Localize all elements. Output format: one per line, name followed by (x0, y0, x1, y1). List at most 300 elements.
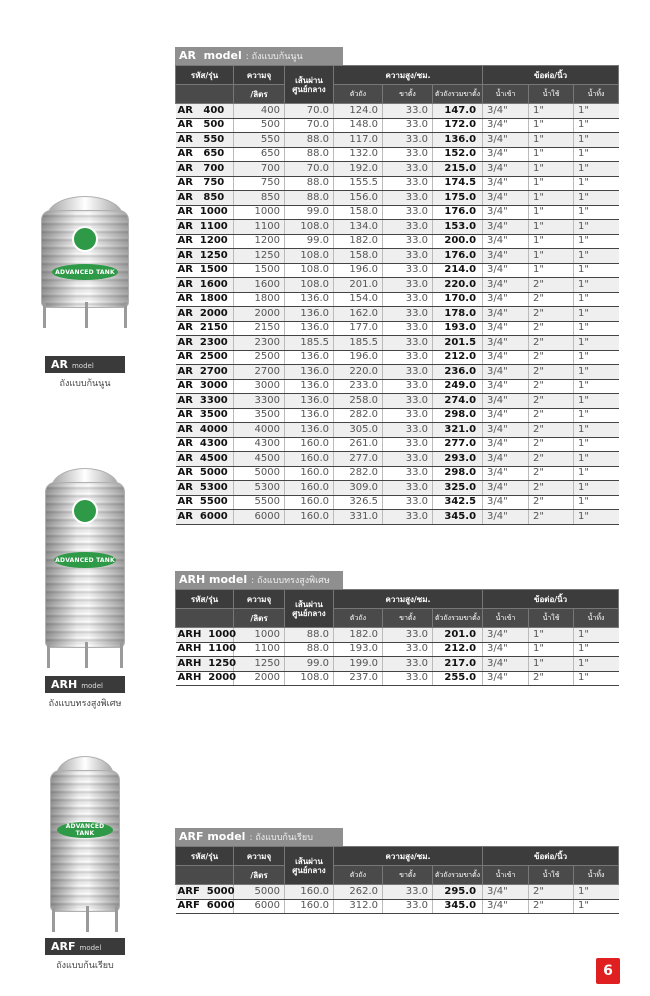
table-row (176, 394, 619, 409)
model-tag-arh: ARH model (45, 676, 125, 693)
cell-outlet: 1" (529, 147, 574, 162)
cell-code: AR 2300 (176, 336, 234, 351)
cell-drain: 1" (574, 307, 619, 322)
table-row (176, 133, 619, 148)
cell-height-total: 176.0 (433, 205, 483, 220)
cell-code: AR 1200 (176, 234, 234, 249)
cell-height-tank: 162.0 (334, 307, 383, 322)
table-row (176, 147, 619, 162)
cell-code: AR 2700 (176, 365, 234, 380)
cell-diameter: 160.0 (285, 437, 334, 452)
spec-table (175, 589, 619, 686)
cell-code: AR 2500 (176, 350, 234, 365)
cell-inlet: 3/4" (483, 292, 529, 307)
spec-table (175, 65, 619, 525)
cell-code: AR 3000 (176, 379, 234, 394)
cell-inlet: 3/4" (483, 408, 529, 423)
cell-height-total: 255.0 (433, 671, 483, 686)
cell-capacity: 2500 (234, 350, 285, 365)
cell-capacity: 1800 (234, 292, 285, 307)
cell-inlet: 3/4" (483, 205, 529, 220)
tank-arf-image (42, 756, 128, 932)
section-arf (175, 825, 618, 914)
cell-diameter: 136.0 (285, 379, 334, 394)
cell-code: AR 5500 (176, 495, 234, 510)
cell-height-total: 147.0 (433, 104, 483, 119)
cell-capacity: 4500 (234, 452, 285, 467)
cell-outlet: 2" (529, 899, 574, 914)
cell-height-stand: 33.0 (383, 437, 433, 452)
cell-outlet: 2" (529, 365, 574, 380)
cell-capacity: 700 (234, 162, 285, 177)
cell-outlet: 1" (529, 234, 574, 249)
cell-inlet: 3/4" (483, 885, 529, 900)
cell-capacity: 2700 (234, 365, 285, 380)
cell-height-stand: 33.0 (383, 657, 433, 672)
tank-arh-image (37, 468, 133, 668)
header-height: ความสูง/ซม. (334, 590, 483, 609)
cell-inlet: 3/4" (483, 642, 529, 657)
cell-height-total: 345.0 (433, 899, 483, 914)
cell-drain: 1" (574, 394, 619, 409)
cell-height-stand: 33.0 (383, 336, 433, 351)
cell-diameter: 88.0 (285, 191, 334, 206)
cell-height-total: 325.0 (433, 481, 483, 496)
cell-height-total: 176.0 (433, 249, 483, 264)
table-row (176, 176, 619, 191)
cell-capacity: 5000 (234, 466, 285, 481)
cell-height-total: 345.0 (433, 510, 483, 525)
table-row (176, 118, 619, 133)
cell-outlet: 2" (529, 423, 574, 438)
header-blank (176, 609, 234, 628)
cell-height-stand: 33.0 (383, 205, 433, 220)
cell-height-total: 170.0 (433, 292, 483, 307)
cell-height-stand: 33.0 (383, 350, 433, 365)
cell-drain: 1" (574, 365, 619, 380)
cell-capacity: 1250 (234, 657, 285, 672)
cell-height-stand: 33.0 (383, 899, 433, 914)
cell-capacity: 5500 (234, 495, 285, 510)
cell-capacity: 850 (234, 191, 285, 206)
cell-drain: 1" (574, 176, 619, 191)
cell-diameter: 160.0 (285, 495, 334, 510)
cell-height-tank: 262.0 (334, 885, 383, 900)
model-caption-ar: ถังแบบก้นนูน (59, 379, 111, 389)
cell-height-stand: 33.0 (383, 452, 433, 467)
cell-code: AR 4300 (176, 437, 234, 452)
cell-code: AR 1250 (176, 249, 234, 264)
tank-band-label: ADVANCED TANK (57, 822, 112, 838)
table-row (176, 657, 619, 672)
cell-diameter: 136.0 (285, 350, 334, 365)
cell-drain: 1" (574, 104, 619, 119)
header-diameter: เส้นผ่าน ศูนย์กลาง (285, 847, 334, 885)
cell-code: AR 700 (176, 162, 234, 177)
spec-table (175, 846, 619, 914)
cell-diameter: 99.0 (285, 657, 334, 672)
header-height-tank: ตัวถัง (334, 85, 383, 104)
cell-diameter: 108.0 (285, 263, 334, 278)
header-height-stand: ขาตั้ง (383, 85, 433, 104)
cell-height-total: 274.0 (433, 394, 483, 409)
cell-drain: 1" (574, 220, 619, 235)
cell-outlet: 1" (529, 104, 574, 119)
cell-height-stand: 33.0 (383, 176, 433, 191)
cell-height-tank: 192.0 (334, 162, 383, 177)
cell-diameter: 136.0 (285, 408, 334, 423)
cell-height-total: 298.0 (433, 408, 483, 423)
cell-inlet: 3/4" (483, 495, 529, 510)
cell-height-total: 174.5 (433, 176, 483, 191)
cell-height-total: 298.0 (433, 466, 483, 481)
cell-height-tank: 261.0 (334, 437, 383, 452)
cell-height-tank: 177.0 (334, 321, 383, 336)
cell-height-stand: 33.0 (383, 671, 433, 686)
cell-height-tank: 132.0 (334, 147, 383, 162)
cell-drain: 1" (574, 278, 619, 293)
cell-height-tank: 196.0 (334, 350, 383, 365)
cell-inlet: 3/4" (483, 220, 529, 235)
table-row (176, 885, 619, 900)
cell-outlet: 1" (529, 191, 574, 206)
cell-diameter: 88.0 (285, 628, 334, 643)
cell-height-tank: 158.0 (334, 205, 383, 220)
cell-height-total: 293.0 (433, 452, 483, 467)
cell-height-tank: 233.0 (334, 379, 383, 394)
cell-capacity: 4300 (234, 437, 285, 452)
cell-outlet: 2" (529, 452, 574, 467)
cell-code: AR 4500 (176, 452, 234, 467)
cell-drain: 1" (574, 628, 619, 643)
table-row (176, 423, 619, 438)
cell-diameter: 108.0 (285, 220, 334, 235)
cell-height-tank: 309.0 (334, 481, 383, 496)
table-row (176, 379, 619, 394)
cell-height-tank: 199.0 (334, 657, 383, 672)
cell-code: AR 5000 (176, 466, 234, 481)
cell-outlet: 1" (529, 657, 574, 672)
cell-height-tank: 134.0 (334, 220, 383, 235)
cell-code: AR 650 (176, 147, 234, 162)
cell-diameter: 160.0 (285, 452, 334, 467)
cell-code: ARF 5000 (176, 885, 234, 900)
cell-height-stand: 33.0 (383, 307, 433, 322)
cell-code: ARF 6000 (176, 899, 234, 914)
cell-height-stand: 33.0 (383, 292, 433, 307)
cell-height-stand: 33.0 (383, 278, 433, 293)
cell-height-tank: 182.0 (334, 234, 383, 249)
cell-drain: 1" (574, 234, 619, 249)
header-inlet: น้ำเข้า (483, 866, 529, 885)
cell-height-stand: 33.0 (383, 365, 433, 380)
cell-code: ARH 1250 (176, 657, 234, 672)
table-row (176, 510, 619, 525)
cell-height-total: 249.0 (433, 379, 483, 394)
header-capacity: ความจุ (234, 66, 285, 85)
cell-outlet: 1" (529, 263, 574, 278)
cell-height-total: 277.0 (433, 437, 483, 452)
cell-capacity: 6000 (234, 510, 285, 525)
cell-height-tank: 193.0 (334, 642, 383, 657)
table-row (176, 321, 619, 336)
table-row (176, 278, 619, 293)
cell-diameter: 185.5 (285, 336, 334, 351)
cell-drain: 1" (574, 495, 619, 510)
table-row (176, 408, 619, 423)
header-capacity: ความจุ (234, 590, 285, 609)
cell-inlet: 3/4" (483, 104, 529, 119)
cell-height-total: 212.0 (433, 350, 483, 365)
cell-height-total: 200.0 (433, 234, 483, 249)
table-row (176, 628, 619, 643)
cell-code: AR 3300 (176, 394, 234, 409)
table-row (176, 452, 619, 467)
cell-capacity: 3000 (234, 379, 285, 394)
cell-height-tank: 220.0 (334, 365, 383, 380)
header-code: รหัส/รุ่น (176, 590, 234, 609)
table-row (176, 481, 619, 496)
header-inlet: น้ำเข้า (483, 85, 529, 104)
section-title: AR model : ถังแบบก้นนูน (175, 47, 343, 65)
cell-diameter: 70.0 (285, 104, 334, 119)
cell-drain: 1" (574, 162, 619, 177)
model-caption-arf: ถังแบบก้นเรียบ (56, 961, 114, 971)
header-height-stand: ขาตั้ง (383, 866, 433, 885)
cell-inlet: 3/4" (483, 466, 529, 481)
cell-capacity: 650 (234, 147, 285, 162)
table-row (176, 162, 619, 177)
table-row (176, 263, 619, 278)
cell-capacity: 3500 (234, 408, 285, 423)
cell-outlet: 1" (529, 642, 574, 657)
cell-height-total: 220.0 (433, 278, 483, 293)
cell-outlet: 2" (529, 307, 574, 322)
section-title: ARH model : ถังแบบทรงสูงพิเศษ (175, 571, 343, 589)
model-tag-arf: ARF model (45, 938, 125, 955)
cell-capacity: 2300 (234, 336, 285, 351)
cell-code: AR 1100 (176, 220, 234, 235)
cell-height-tank: 156.0 (334, 191, 383, 206)
cell-capacity: 750 (234, 176, 285, 191)
cell-outlet: 2" (529, 292, 574, 307)
cell-height-tank: 148.0 (334, 118, 383, 133)
tank-band-label: ADVANCED TANK (54, 552, 115, 568)
cell-diameter: 88.0 (285, 176, 334, 191)
cell-diameter: 108.0 (285, 249, 334, 264)
cell-capacity: 1250 (234, 249, 285, 264)
cell-inlet: 3/4" (483, 176, 529, 191)
cell-outlet: 2" (529, 495, 574, 510)
header-capacity-unit: /ลิตร (234, 85, 285, 104)
cell-drain: 1" (574, 350, 619, 365)
cell-inlet: 3/4" (483, 133, 529, 148)
cell-height-total: 295.0 (433, 885, 483, 900)
cell-height-total: 214.0 (433, 263, 483, 278)
model-caption-arh: ถังแบบทรงสูงพิเศษ (48, 699, 122, 709)
cell-height-tank: 182.0 (334, 628, 383, 643)
cell-drain: 1" (574, 657, 619, 672)
cell-diameter: 136.0 (285, 321, 334, 336)
cell-diameter: 160.0 (285, 466, 334, 481)
cell-height-stand: 33.0 (383, 220, 433, 235)
header-height-total: ตัวถังรวมขาตั้ง (433, 609, 483, 628)
cell-inlet: 3/4" (483, 278, 529, 293)
cell-drain: 1" (574, 263, 619, 278)
cell-drain: 1" (574, 899, 619, 914)
cell-inlet: 3/4" (483, 671, 529, 686)
cell-capacity: 1100 (234, 642, 285, 657)
cell-capacity: 5300 (234, 481, 285, 496)
cell-diameter: 160.0 (285, 481, 334, 496)
cell-capacity: 5000 (234, 885, 285, 900)
cell-code: ARH 1000 (176, 628, 234, 643)
brand-logo-icon (72, 498, 98, 524)
page-number: 6 (596, 958, 620, 984)
cell-height-stand: 33.0 (383, 466, 433, 481)
header-drain: น้ำทิ้ง (574, 609, 619, 628)
cell-capacity: 400 (234, 104, 285, 119)
cell-height-total: 178.0 (433, 307, 483, 322)
cell-height-stand: 33.0 (383, 394, 433, 409)
header-height: ความสูง/ซม. (334, 66, 483, 85)
cell-diameter: 108.0 (285, 671, 334, 686)
cell-height-stand: 33.0 (383, 133, 433, 148)
cell-code: AR 850 (176, 191, 234, 206)
cell-outlet: 1" (529, 162, 574, 177)
table-row (176, 495, 619, 510)
section-arh (175, 568, 618, 686)
cell-inlet: 3/4" (483, 321, 529, 336)
header-code: รหัส/รุ่น (176, 66, 234, 85)
cell-inlet: 3/4" (483, 147, 529, 162)
cell-outlet: 1" (529, 176, 574, 191)
cell-capacity: 6000 (234, 899, 285, 914)
cell-drain: 1" (574, 408, 619, 423)
cell-outlet: 2" (529, 510, 574, 525)
cell-height-total: 175.0 (433, 191, 483, 206)
cell-height-tank: 185.5 (334, 336, 383, 351)
cell-height-stand: 33.0 (383, 510, 433, 525)
cell-inlet: 3/4" (483, 394, 529, 409)
cell-height-tank: 282.0 (334, 408, 383, 423)
cell-inlet: 3/4" (483, 307, 529, 322)
table-row (176, 220, 619, 235)
section-ar (175, 44, 618, 525)
cell-code: AR 550 (176, 133, 234, 148)
table-row (176, 234, 619, 249)
header-drain: น้ำทิ้ง (574, 866, 619, 885)
cell-height-stand: 33.0 (383, 481, 433, 496)
cell-code: AR 1600 (176, 278, 234, 293)
cell-inlet: 3/4" (483, 423, 529, 438)
cell-drain: 1" (574, 642, 619, 657)
cell-height-tank: 196.0 (334, 263, 383, 278)
cell-height-stand: 33.0 (383, 104, 433, 119)
header-drain: น้ำทิ้ง (574, 85, 619, 104)
cell-drain: 1" (574, 205, 619, 220)
cell-diameter: 88.0 (285, 147, 334, 162)
cell-code: AR 500 (176, 118, 234, 133)
header-capacity: ความจุ (234, 847, 285, 866)
cell-diameter: 136.0 (285, 394, 334, 409)
cell-outlet: 1" (529, 205, 574, 220)
cell-outlet: 2" (529, 885, 574, 900)
cell-capacity: 1200 (234, 234, 285, 249)
cell-diameter: 136.0 (285, 307, 334, 322)
model-tag-ar: AR model (45, 356, 125, 373)
cell-diameter: 160.0 (285, 885, 334, 900)
cell-drain: 1" (574, 437, 619, 452)
cell-capacity: 1600 (234, 278, 285, 293)
cell-outlet: 2" (529, 437, 574, 452)
header-outlet: น้ำใช้ (529, 609, 574, 628)
cell-outlet: 2" (529, 481, 574, 496)
cell-height-total: 217.0 (433, 657, 483, 672)
cell-diameter: 70.0 (285, 162, 334, 177)
cell-capacity: 1000 (234, 628, 285, 643)
header-height-tank: ตัวถัง (334, 609, 383, 628)
cell-inlet: 3/4" (483, 379, 529, 394)
cell-capacity: 500 (234, 118, 285, 133)
header-height: ความสูง/ซม. (334, 847, 483, 866)
header-capacity-unit: /ลิตร (234, 866, 285, 885)
cell-inlet: 3/4" (483, 510, 529, 525)
cell-inlet: 3/4" (483, 657, 529, 672)
cell-code: ARH 1100 (176, 642, 234, 657)
cell-drain: 1" (574, 292, 619, 307)
cell-code: AR 6000 (176, 510, 234, 525)
cell-drain: 1" (574, 885, 619, 900)
cell-capacity: 1500 (234, 263, 285, 278)
cell-height-tank: 326.5 (334, 495, 383, 510)
cell-diameter: 108.0 (285, 278, 334, 293)
cell-outlet: 1" (529, 133, 574, 148)
tank-band-label: ADVANCED TANK (52, 264, 119, 280)
table-row (176, 249, 619, 264)
header-height-tank: ตัวถัง (334, 866, 383, 885)
cell-drain: 1" (574, 336, 619, 351)
cell-inlet: 3/4" (483, 249, 529, 264)
cell-drain: 1" (574, 249, 619, 264)
cell-height-stand: 33.0 (383, 495, 433, 510)
cell-height-total: 236.0 (433, 365, 483, 380)
cell-drain: 1" (574, 671, 619, 686)
cell-diameter: 136.0 (285, 365, 334, 380)
cell-height-total: 136.0 (433, 133, 483, 148)
header-height-stand: ขาตั้ง (383, 609, 433, 628)
cell-diameter: 70.0 (285, 118, 334, 133)
cell-inlet: 3/4" (483, 628, 529, 643)
header-fittings: ข้อต่อ/นิ้ว (483, 66, 619, 85)
cell-inlet: 3/4" (483, 191, 529, 206)
cell-code: AR 1000 (176, 205, 234, 220)
cell-height-tank: 201.0 (334, 278, 383, 293)
table-row (176, 350, 619, 365)
cell-inlet: 3/4" (483, 162, 529, 177)
cell-capacity: 1100 (234, 220, 285, 235)
table-row (176, 307, 619, 322)
cell-height-tank: 155.5 (334, 176, 383, 191)
cell-inlet: 3/4" (483, 350, 529, 365)
cell-diameter: 88.0 (285, 133, 334, 148)
cell-capacity: 2000 (234, 307, 285, 322)
cell-height-tank: 237.0 (334, 671, 383, 686)
cell-drain: 1" (574, 147, 619, 162)
cell-height-stand: 33.0 (383, 162, 433, 177)
cell-outlet: 1" (529, 628, 574, 643)
cell-diameter: 99.0 (285, 205, 334, 220)
